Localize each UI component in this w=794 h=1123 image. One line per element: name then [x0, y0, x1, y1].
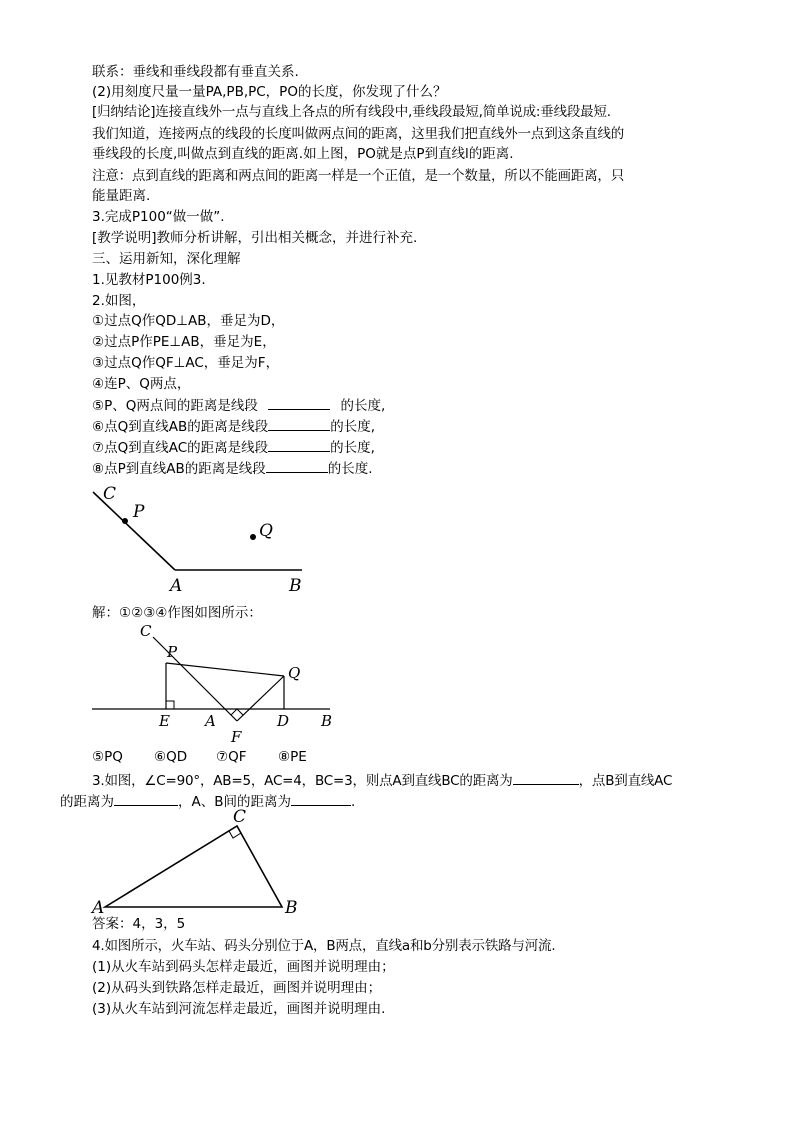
text-example-2: 2.如图， [92, 293, 146, 309]
right-angle-c [229, 831, 241, 838]
step-6-text: ⑥点Q到直线AB的距离是线段 [92, 419, 269, 435]
question-4-part-1: (1)从火车站到码头怎样走最近，画图并说明理由； [92, 959, 395, 975]
q3-text-3: 的距离为 [60, 794, 114, 810]
step-6-suffix: 的长度, [330, 419, 376, 435]
answer-3: 答案：4，3，5 [92, 916, 186, 932]
label-p: P [133, 502, 145, 522]
question-4: 4.如图所示，火车站、码头分别位于A，B两点，直线a和b分别表示铁路与河流. [92, 938, 556, 954]
label-b: B [285, 898, 298, 918]
step-1: ①过点Q作QD⊥AB，垂足为D， [92, 313, 285, 329]
triangle-abc [105, 826, 282, 907]
label-e: E [159, 712, 170, 730]
answer-item: ⑤PQ [92, 749, 123, 765]
text-example-1: 1.见教材P100例3. [92, 272, 206, 288]
label-c: C [140, 622, 152, 640]
text-distance-def-1: 我们知道，连接两点的线段的长度叫做两点间的距离，这里我们把直线外一点到这条直线的 [92, 126, 624, 142]
q3-text-1: 3.如图，∠C=90°，AB=5，AC=4，BC=3，则点A到直线BC的距离为 [92, 773, 513, 789]
text-distance-def-2: 垂线段的长度,叫做点到直线的距离.如上图，PO就是点P到直线l的距离. [92, 146, 514, 162]
question-4-part-3: (3)从火车站到河流怎样走最近，画图并说明理由. [92, 1001, 386, 1017]
label-d: D [277, 712, 290, 730]
step-7-suffix: 的长度, [330, 440, 375, 456]
label-b: B [289, 576, 302, 596]
text-note-2: 能量距离. [92, 188, 151, 204]
answer-item: ⑥QD [154, 749, 188, 765]
label-f: F [231, 728, 242, 746]
answer-item: ⑦QF [216, 749, 247, 765]
label-a: A [92, 898, 105, 918]
step-8-suffix: 的长度. [327, 461, 373, 477]
question-4-part-2: (2)从码头到铁路怎样走最近，画图并说明理由； [92, 980, 382, 996]
answer-item: ⑧PE [278, 749, 307, 765]
step-8-text: ⑧点P到直线AB的距离是线段 [92, 461, 266, 477]
step-5-text: ⑤P、Q两点间的距离是线段 [92, 398, 258, 414]
step-3: ③过点Q作QF⊥AC，垂足为F， [92, 355, 280, 371]
q3-text-2: ，点B到直线AC [578, 773, 673, 789]
step-7-text: ⑦点Q到直线AC的距离是线段 [92, 440, 269, 456]
step-4: ④连P、Q两点， [92, 376, 191, 392]
text-measure-question: (2)用刻度尺量一量PA,PB,PC，PO的长度，你发现了什么？ [92, 84, 447, 100]
q3-text-5: . [351, 794, 356, 810]
text-connection: 联系：垂线和垂线段都有垂直关系. [92, 64, 299, 80]
step-5-suffix: 的长度, [340, 398, 386, 414]
text-note-1: 注意：点到直线的距离和两点间的距离一样是一个正值，是一个数量，所以不能画距离，只 [92, 168, 624, 184]
q3-text-4: ，A、B间的距离为 [178, 794, 291, 810]
label-q: Q [288, 664, 301, 682]
label-c: C [233, 807, 247, 827]
text-teaching-note: [教学说明]教师分析讲解，引出相关概念，并进行补充. [92, 230, 418, 246]
text-conclusion: [归纳结论]连接直线外一点与直线上各点的所有线段中,垂线段最短,简单说成:垂线段最短. [92, 104, 611, 120]
step-2: ②过点P作PE⊥AB，垂足为E， [92, 334, 276, 350]
solution-intro: 解：①②③④作图如图所示： [92, 605, 262, 621]
section-heading: 三、运用新知，深化理解 [92, 251, 241, 267]
label-c: C [103, 484, 117, 504]
label-q: Q [259, 521, 273, 541]
label-a: A [170, 576, 183, 596]
text-task-3: 3.完成P100“做一做”. [92, 209, 225, 225]
label-b: B [321, 712, 333, 730]
label-a: A [205, 712, 216, 730]
label-p: P [167, 643, 178, 661]
